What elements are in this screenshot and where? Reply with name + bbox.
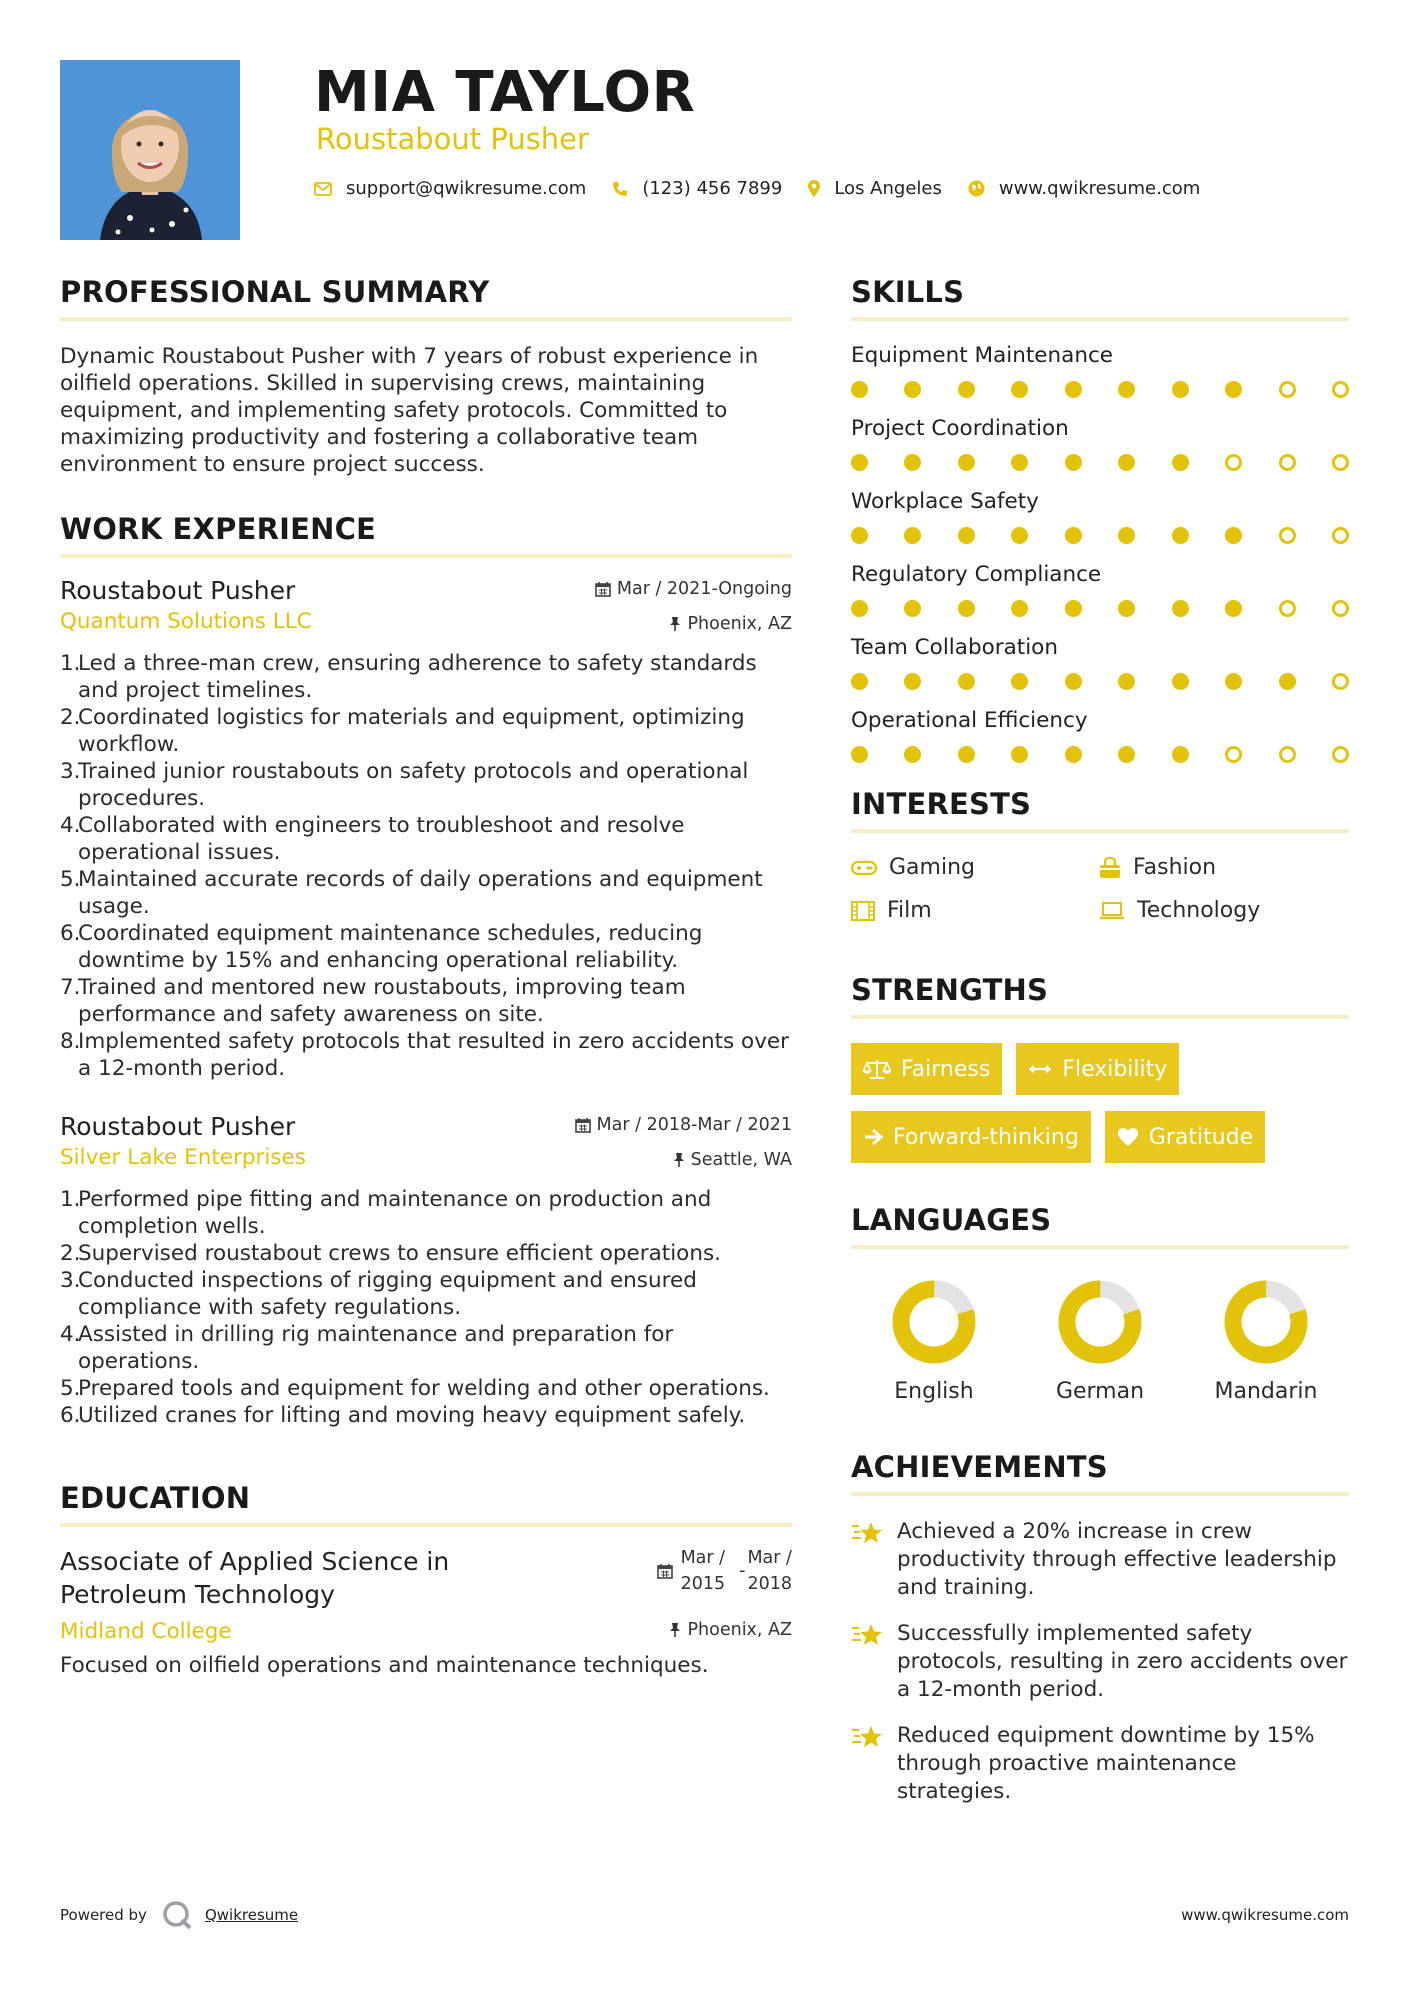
qwikresume-link[interactable]: Qwikresume [204, 1906, 299, 1924]
skill-name: Workplace Safety [851, 489, 1039, 514]
rating-dot-filled [1118, 746, 1135, 763]
job-title: Roustabout Pusher [60, 576, 296, 605]
list-item: 4. Collaborated with engineers to troubleshoot and resolve operational issues. [60, 813, 685, 865]
rating-dot-filled [1065, 381, 1082, 398]
website-text: www.qwikresume.com [998, 178, 1201, 199]
list-item: 5. Prepared tools and equipment for welding and other operations. [60, 1376, 770, 1401]
list-item: 7. Trained and mentored new roustabouts, improving team performance and safety awareness on site. [60, 975, 686, 1027]
skill-rating [851, 746, 1349, 763]
skill-name: Project Coordination [851, 416, 1069, 441]
rating-dot-filled [958, 527, 975, 544]
rating-dot-filled [1172, 746, 1189, 763]
achievement-item: Successfully implemented safety protocols, resulting in zero accidents over a 12-month period. [851, 1620, 1349, 1704]
language-name: English [894, 1379, 974, 1404]
school-location: Phoenix, AZ [687, 1619, 792, 1640]
star-badge-icon [851, 1724, 885, 1750]
rating-dot-filled [958, 746, 975, 763]
rating-dot-filled [1225, 527, 1242, 544]
rating-dot-filled [904, 600, 921, 617]
arrow-right-icon [863, 1128, 883, 1146]
pin-icon [673, 1152, 685, 1168]
candidate-title: Roustabout Pusher [316, 122, 589, 156]
rating-dot-empty [1225, 746, 1242, 763]
left-column [60, 275, 792, 1679]
location-text: Los Angeles [834, 178, 942, 199]
skill-rating [851, 673, 1349, 690]
interest-item: Film [851, 898, 1099, 923]
list-item: 3. Trained junior roustabouts on safety protocols and operational procedures. [60, 759, 749, 811]
rating-dot-filled [958, 600, 975, 617]
list-item: 2. Coordinated logistics for materials and equipment, optimizing workflow. [60, 705, 745, 757]
job-title: Roustabout Pusher [60, 1112, 296, 1141]
rating-dot-filled [1011, 454, 1028, 471]
language-proficiency-ring [1057, 1279, 1143, 1365]
rating-dot-empty [1279, 381, 1296, 398]
experience-section [60, 512, 792, 1429]
job-date: Mar / 2021-Ongoing [616, 578, 792, 599]
degree-title: Associate of Applied Science in Petroleum Technology [60, 1547, 450, 1609]
rating-dot-filled [1065, 527, 1082, 544]
skills-list [851, 343, 1349, 763]
map-marker-icon [808, 180, 820, 197]
experience-heading: WORK EXPERIENCE [60, 512, 792, 558]
rating-dot-empty [1279, 454, 1296, 471]
rating-dot-filled [1011, 600, 1028, 617]
strengths-section [851, 973, 1349, 1163]
film-icon [851, 901, 875, 921]
rating-dot-filled [1118, 381, 1135, 398]
rating-dot-empty [1332, 381, 1349, 398]
job-bullets [60, 650, 792, 1082]
balance-scale-icon [863, 1058, 891, 1080]
languages-list [851, 1279, 1349, 1404]
skill-rating [851, 381, 1349, 398]
summary-text: Dynamic Roustabout Pusher with 7 years of robust experience in oilfield operations. Skilled in supervising crews, maintaining equipment, and implementing safety protocols. Committed to maximizing productivity and fostering a collaborative team environment to ensure project success. [60, 344, 759, 477]
list-item: 8. Implemented safety protocols that resulted in zero accidents over a 12-month period. [60, 1029, 790, 1081]
list-item: 1. Led a three-man crew, ensuring adherence to safety standards and project timelines. [60, 651, 757, 703]
rating-dot-filled [1225, 381, 1242, 398]
right-column [851, 275, 1349, 1824]
achievements-section [851, 1450, 1349, 1806]
rating-dot-filled [904, 673, 921, 690]
calendar-icon [657, 1563, 673, 1579]
rating-dot-empty [1332, 600, 1349, 617]
skill-item [851, 416, 1349, 471]
date-separator: - [739, 1561, 746, 1581]
skill-name: Equipment Maintenance [851, 343, 1113, 368]
rating-dot-empty [1332, 746, 1349, 763]
language-name: Mandarin [1214, 1379, 1318, 1404]
education-description: Focused on oilfield operations and maintenance techniques. [60, 1653, 709, 1678]
laptop-icon [1099, 902, 1125, 920]
profile-photo [60, 60, 240, 240]
rating-dot-filled [1172, 527, 1189, 544]
language-proficiency-ring [891, 1279, 977, 1365]
phone-icon [612, 181, 628, 197]
languages-section [851, 1203, 1349, 1404]
strengths-heading: STRENGTHS [851, 973, 1349, 1019]
rating-dot-filled [1172, 381, 1189, 398]
globe-icon [968, 180, 985, 197]
rating-dot-filled [1225, 600, 1242, 617]
company-name: Quantum Solutions LLC [60, 609, 312, 634]
footer-website[interactable]: www.qwikresume.com [1181, 1906, 1349, 1924]
language-item [1183, 1279, 1349, 1404]
skills-section [851, 275, 1349, 763]
bag-icon [1099, 857, 1121, 879]
rating-dot-filled [1065, 673, 1082, 690]
skill-item [851, 562, 1349, 617]
skill-name: Operational Efficiency [851, 708, 1088, 733]
list-item: 6. Utilized cranes for lifting and moving heavy equipment safely. [60, 1403, 746, 1428]
strength-tag: Flexibility [1016, 1043, 1179, 1095]
rating-dot-filled [1172, 600, 1189, 617]
language-name: German [1055, 1379, 1145, 1404]
skill-item [851, 489, 1349, 544]
pin-icon [669, 616, 681, 632]
contact-website[interactable] [968, 178, 1200, 199]
rating-dot-filled [958, 454, 975, 471]
job-entry [60, 1112, 792, 1429]
gamepad-icon [851, 860, 877, 876]
list-item: 6. Coordinated equipment maintenance schedules, reducing downtime by 15% and enhancing operational reliability. [60, 921, 703, 973]
skill-item [851, 708, 1349, 763]
list-item: 1. Performed pipe fitting and maintenance on production and completion wells. [60, 1187, 712, 1239]
rating-dot-empty [1279, 527, 1296, 544]
pin-icon [669, 1622, 681, 1638]
skill-name: Regulatory Compliance [851, 562, 1102, 587]
rating-dot-filled [1011, 381, 1028, 398]
arrows-horizontal-icon [1028, 1063, 1052, 1075]
contact-email[interactable] [314, 178, 586, 199]
qwikresume-logo-icon [161, 1900, 195, 1930]
interests-section [851, 787, 1349, 923]
language-proficiency-ring [1223, 1279, 1309, 1365]
job-entry [60, 576, 792, 1082]
rating-dot-filled [1172, 454, 1189, 471]
contact-bar [314, 178, 1226, 199]
rating-dot-filled [1011, 527, 1028, 544]
languages-heading: LANGUAGES [851, 1203, 1349, 1249]
list-item: 4. Assisted in drilling rig maintenance and preparation for operations. [60, 1322, 674, 1374]
strength-tag: Forward-thinking [851, 1111, 1091, 1163]
rating-dot-empty [1279, 746, 1296, 763]
rating-dot-filled [851, 673, 868, 690]
rating-dot-filled [851, 600, 868, 617]
avatar [60, 60, 240, 240]
rating-dot-empty [1332, 454, 1349, 471]
rating-dot-filled [1225, 673, 1242, 690]
summary-section [60, 275, 792, 478]
rating-dot-filled [904, 454, 921, 471]
phone-text: (123) 456 7899 [642, 178, 783, 199]
calendar-icon [595, 581, 611, 597]
education-end-date: Mar / 2018 [747, 1548, 792, 1594]
school-name: Midland College [60, 1619, 232, 1644]
rating-dot-filled [904, 746, 921, 763]
skill-name: Team Collaboration [851, 635, 1058, 660]
rating-dot-filled [958, 381, 975, 398]
rating-dot-filled [1118, 673, 1135, 690]
contact-phone[interactable] [612, 178, 782, 199]
achievements-heading: ACHIEVEMENTS [851, 1450, 1349, 1496]
rating-dot-filled [1065, 600, 1082, 617]
skill-item [851, 343, 1349, 398]
rating-dot-empty [1332, 527, 1349, 544]
rating-dot-filled [851, 454, 868, 471]
language-item [851, 1279, 1017, 1404]
rating-dot-empty [1279, 600, 1296, 617]
interests-heading: INTERESTS [851, 787, 1349, 833]
rating-dot-filled [1118, 600, 1135, 617]
skills-heading: SKILLS [851, 275, 1349, 321]
star-badge-icon [851, 1622, 885, 1648]
education-heading: EDUCATION [60, 1481, 792, 1527]
calendar-icon [575, 1117, 591, 1133]
achievement-item: Achieved a 20% increase in crew productivity through effective leadership and training. [851, 1518, 1349, 1602]
language-item [1017, 1279, 1183, 1404]
skill-rating [851, 600, 1349, 617]
star-badge-icon [851, 1520, 885, 1546]
email-text: support@qwikresume.com [346, 178, 587, 199]
heart-icon [1117, 1127, 1139, 1147]
list-item: 2. Supervised roustabout crews to ensure efficient operations. [60, 1241, 721, 1266]
rating-dot-filled [851, 527, 868, 544]
rating-dot-filled [851, 381, 868, 398]
rating-dot-filled [1279, 673, 1296, 690]
skill-item [851, 635, 1349, 690]
rating-dot-filled [1118, 527, 1135, 544]
envelope-icon [314, 182, 332, 196]
summary-heading: PROFESSIONAL SUMMARY [60, 275, 792, 321]
rating-dot-filled [904, 527, 921, 544]
rating-dot-filled [1065, 454, 1082, 471]
rating-dot-filled [1011, 673, 1028, 690]
strength-tag: Fairness [851, 1043, 1002, 1095]
interest-item: Technology [1099, 898, 1349, 923]
education-start-date: Mar / 2015 [680, 1548, 726, 1594]
rating-dot-filled [1172, 673, 1189, 690]
interest-item: Fashion [1099, 855, 1349, 880]
strength-tag: Gratitude [1105, 1111, 1265, 1163]
skill-rating [851, 527, 1349, 544]
job-location: Seattle, WA [690, 1149, 792, 1170]
job-bullets [60, 1186, 792, 1429]
candidate-name: MIA TAYLOR [314, 60, 696, 125]
list-item: 3. Conducted inspections of rigging equipment and ensured compliance with safety regulations. [60, 1268, 697, 1320]
interest-item: Gaming [851, 855, 1099, 880]
achievement-item: Reduced equipment downtime by 15% through proactive maintenance strategies. [851, 1722, 1349, 1806]
rating-dot-filled [904, 381, 921, 398]
education-section [60, 1481, 792, 1679]
rating-dot-filled [1011, 746, 1028, 763]
rating-dot-filled [1118, 454, 1135, 471]
rating-dot-filled [958, 673, 975, 690]
rating-dot-empty [1332, 673, 1349, 690]
job-location: Phoenix, AZ [687, 613, 792, 634]
rating-dot-filled [851, 746, 868, 763]
contact-location [808, 178, 942, 199]
rating-dot-empty [1225, 454, 1242, 471]
company-name: Silver Lake Enterprises [60, 1145, 306, 1170]
job-date: Mar / 2018-Mar / 2021 [596, 1114, 792, 1135]
skill-rating [851, 454, 1349, 471]
footer-powered-by: Powered by Qwikresume [60, 1900, 298, 1930]
list-item: 5. Maintained accurate records of daily operations and equipment usage. [60, 867, 763, 919]
rating-dot-filled [1065, 746, 1082, 763]
